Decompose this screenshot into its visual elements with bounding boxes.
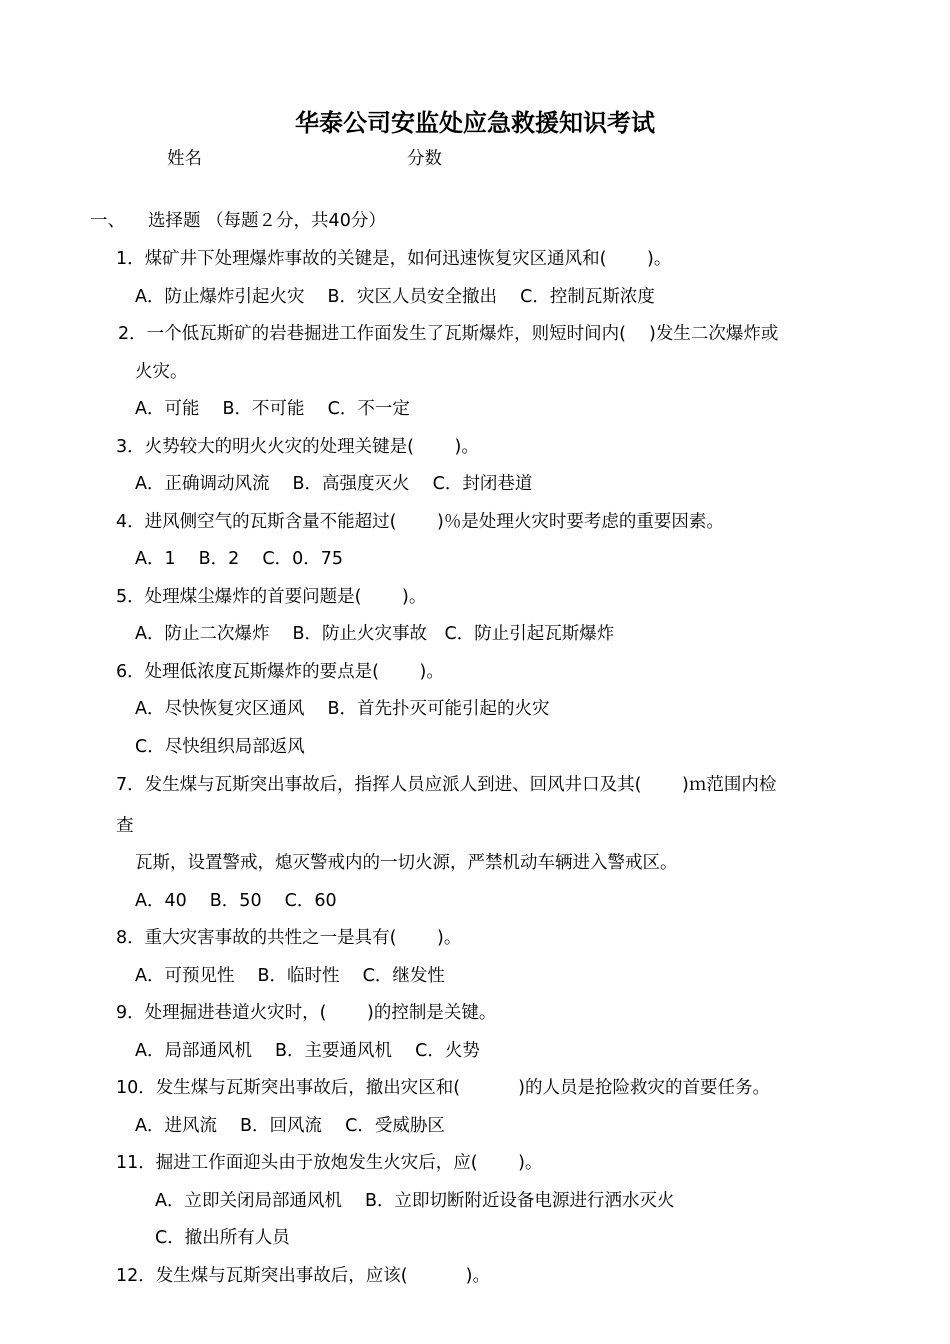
question-7-continued: 瓦斯，设置警戒，熄灭警戒内的一切火源，严禁机动车辆进入警戒区。 <box>135 853 678 873</box>
options-1: A．防止爆炸引起火灾 B．灾区人员安全撤出 C．控制瓦斯浓度 <box>135 287 655 307</box>
question-1: 1．煤矿井下处理爆炸事故的关键是，如何迅速恢复灾区通风和( )。 <box>116 249 672 269</box>
question-4: 4．进风侧空气的瓦斯含量不能超过( )％是处理火灾时要考虑的重要因素。 <box>116 512 724 532</box>
question-6: 6．处理低浓度瓦斯爆炸的要点是( )。 <box>116 662 444 682</box>
section-heading: 选择题 （每题２分，共40分） <box>148 211 386 231</box>
options-8: A．可预见性 B．临时性 C．继发性 <box>135 966 445 986</box>
section-number: 一、 <box>90 211 125 231</box>
question-2: 2．一个低瓦斯矿的岩巷掘进工作面发生了瓦斯爆炸，则短时间内( )发生二次爆炸或 <box>118 324 779 344</box>
question-7-wrap: 查 <box>116 816 134 836</box>
question-5: 5．处理煤尘爆炸的首要问题是( )。 <box>116 587 427 607</box>
question-7: 7．发生煤与瓦斯突出事故后，指挥人员应派人到进、回风井口及其( )ｍ范围内检 <box>116 775 777 795</box>
options-6-continued: C．尽快组织局部返风 <box>135 737 305 757</box>
options-9: A．局部通风机 B．主要通风机 C．火势 <box>135 1041 480 1061</box>
options-2: A．可能 B．不可能 C．不一定 <box>135 399 410 419</box>
exam-title: 华泰公司安监处应急救援知识考试 <box>295 108 655 137</box>
question-3: 3．火势较大的明火火灾的处理关键是( )。 <box>116 437 479 457</box>
options-3: A．正确调动风流 B．高强度灭火 C．封闭巷道 <box>135 474 533 494</box>
question-2-continued: 火灾。 <box>135 362 188 382</box>
score-label: 分数 <box>407 149 442 169</box>
question-12: 12．发生煤与瓦斯突出事故后，应该( )。 <box>116 1266 490 1286</box>
options-11-continued: C．撤出所有人员 <box>155 1228 290 1248</box>
options-7: A．40 B．50 C．60 <box>135 891 337 911</box>
name-label: 姓名 <box>167 149 202 169</box>
question-11: 11．掘进工作面迎头由于放炮发生火灾后，应( )。 <box>116 1153 543 1173</box>
question-8: 8．重大灾害事故的共性之一是具有( )。 <box>116 928 462 948</box>
options-11: A．立即关闭局部通风机 B．立即切断附近设备电源进行洒水灭火 <box>155 1191 675 1211</box>
question-9: 9．处理掘进巷道火灾时，( )的控制是关键。 <box>116 1003 497 1023</box>
question-10: 10．发生煤与瓦斯突出事故后，撤出灾区和( )的人员是抢险救灾的首要任务。 <box>116 1078 770 1098</box>
options-10: A．进风流 B．回风流 C．受威胁区 <box>135 1116 445 1136</box>
options-4: A．1 B．2 C．0．75 <box>135 549 343 569</box>
options-5: A．防止二次爆炸 B．防止火灾事故 C．防止引起瓦斯爆炸 <box>135 624 615 644</box>
options-6: A．尽快恢复灾区通风 B．首先扑灭可能引起的火灾 <box>135 699 550 719</box>
